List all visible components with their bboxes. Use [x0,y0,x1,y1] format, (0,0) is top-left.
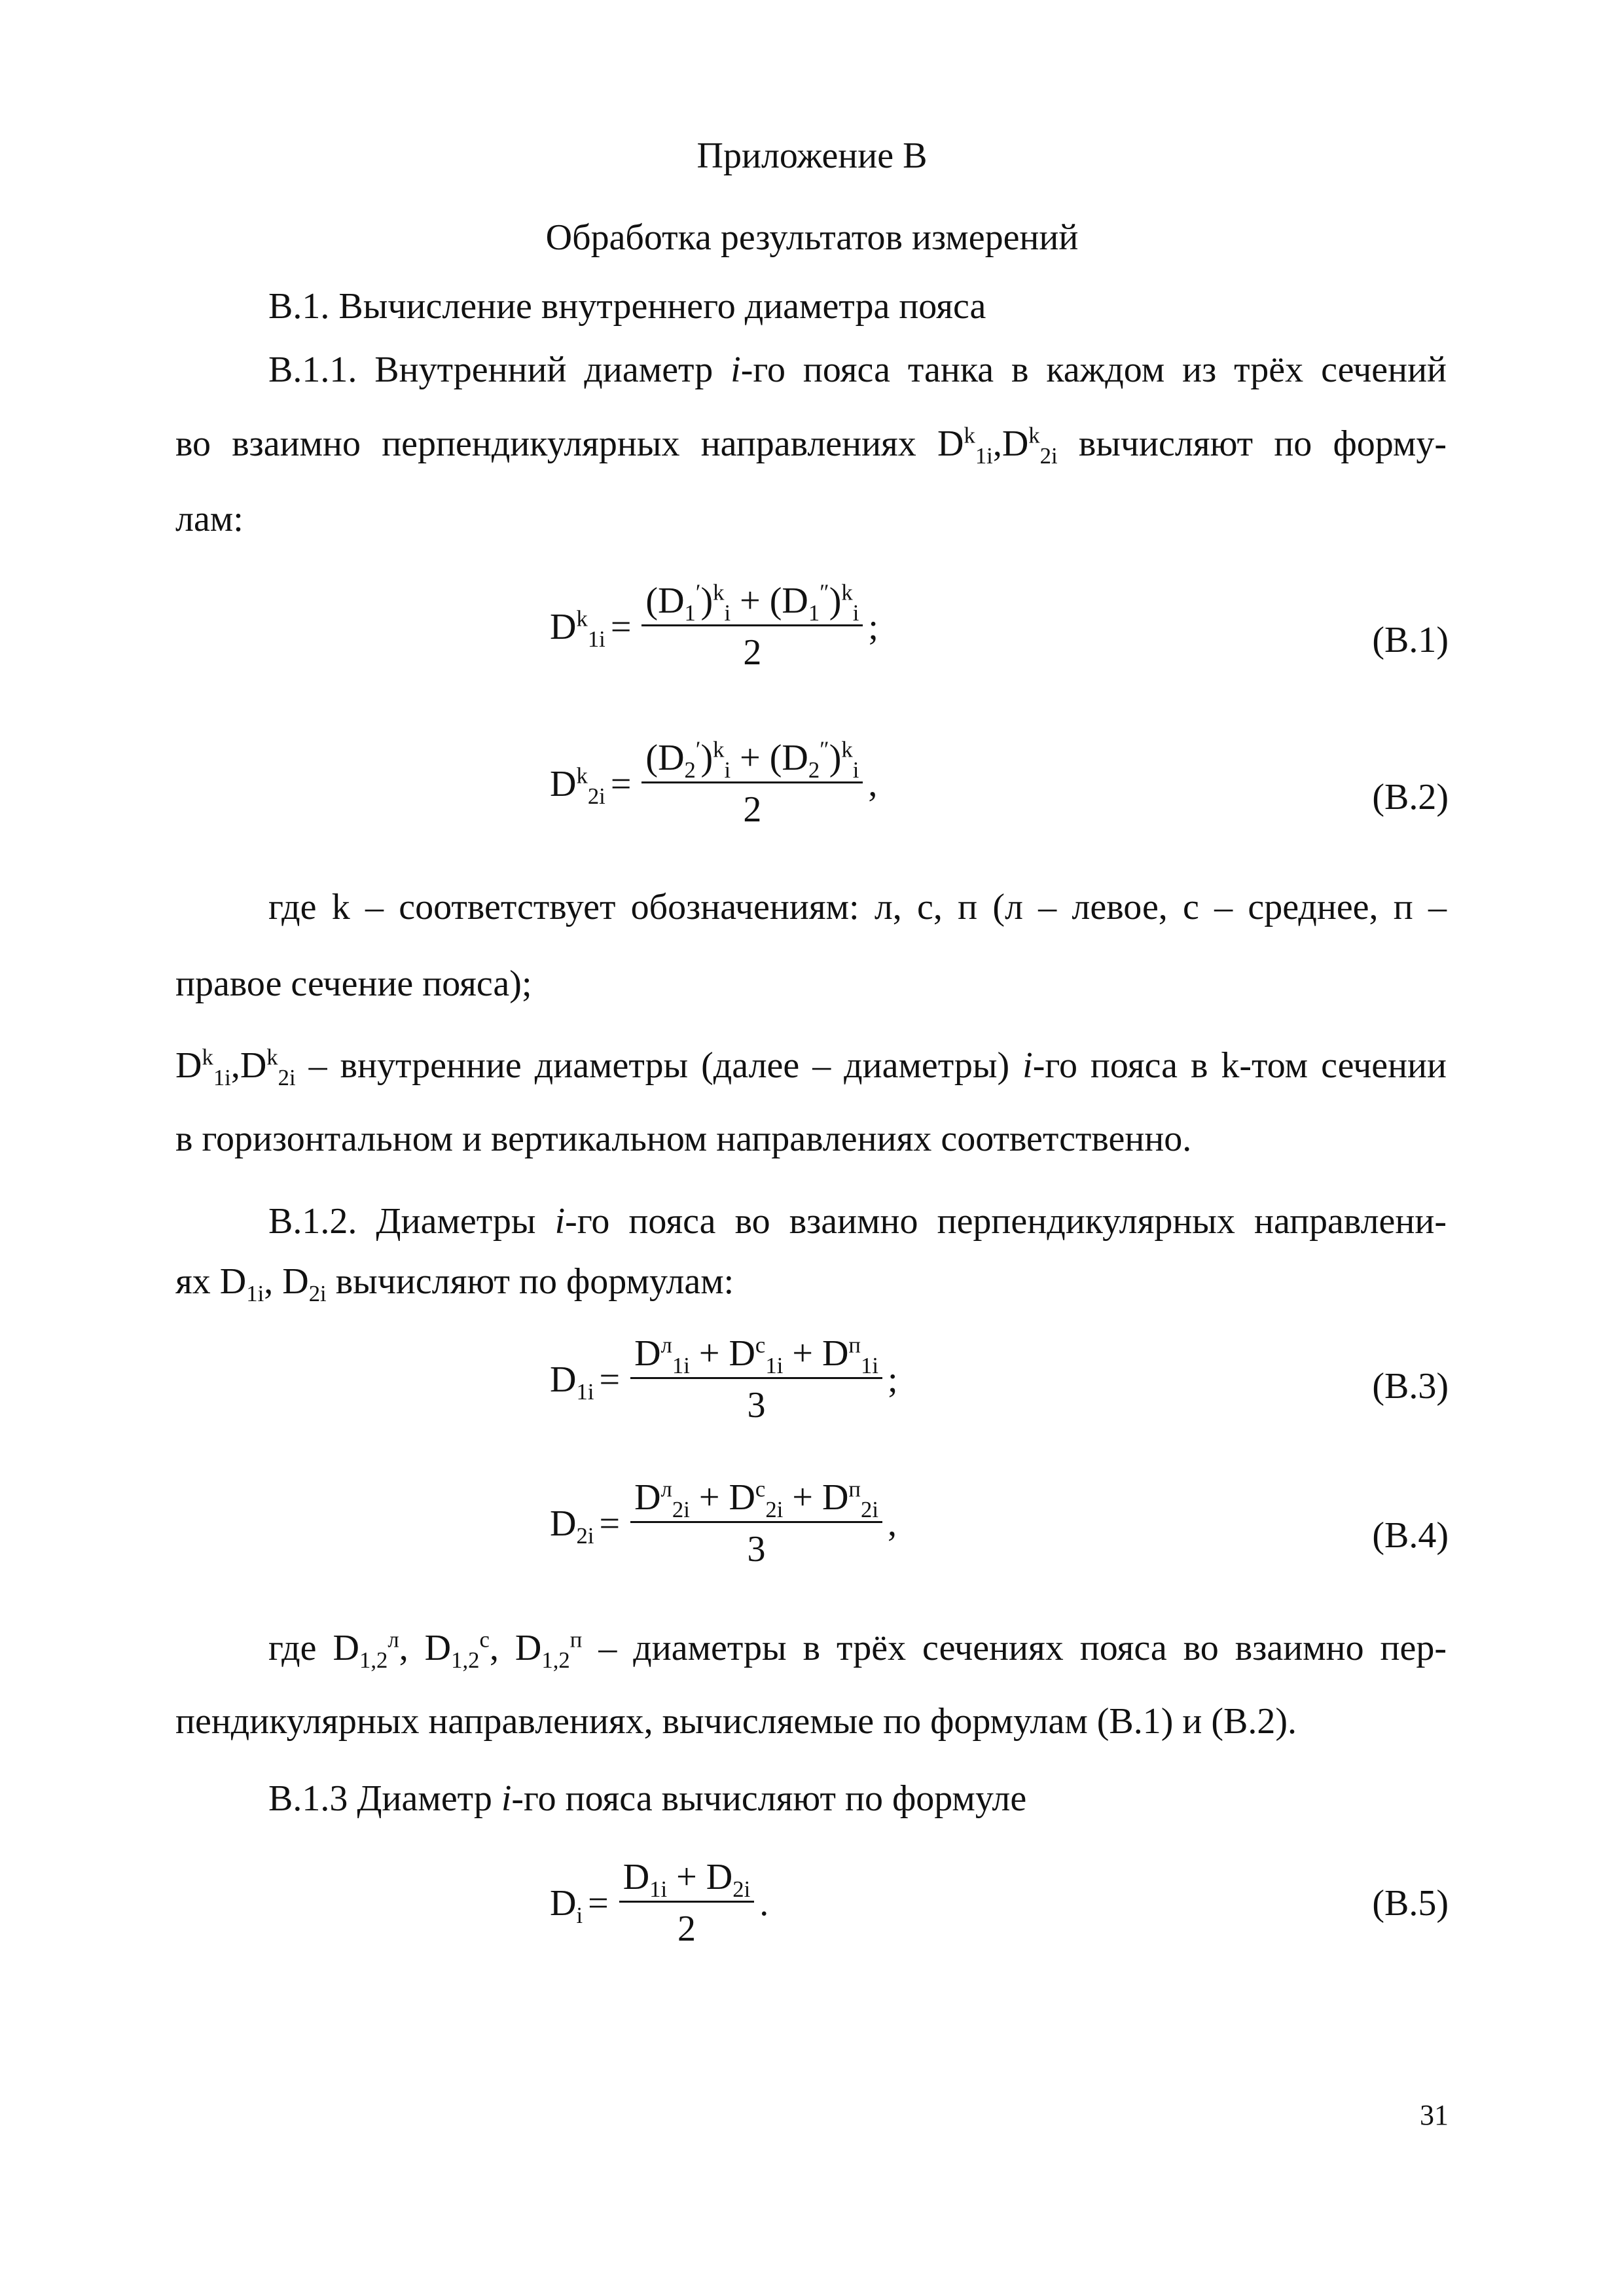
paragraph-where-d-line2: пендикулярных направлениях, вычисляемые по формулам (В.1) и (В.2). [175,1701,1297,1742]
appendix-heading: Приложение В [696,135,928,176]
paragraph-b11-line2: во взаимно перпендикулярных направлениях $D^k_{1i},D^k_{2i}$ вычисляют по форму- [175,422,1447,469]
paragraph-diameters-line2: в горизонтальном и вертикальном направлениях соответственно. [175,1119,1192,1159]
paragraph-where-d-line1: где $D_{1,2}^л$, $D_{1,2}^с$, $D_{1,2}^п$ – диаметры в трёх сечениях пояса во взаимно пер- [268,1626,1447,1674]
paragraph-b11-line1: В.1.1. Внутренний диаметр i-го пояса танка в каждом из трёх сечений [268,350,1447,390]
formula-b2-fraction: $\frac{(D_2')^k_i + (D_2'')^k_i}{2}$ [641,740,863,828]
formula-b3: $D_{1i}$ = $\frac{D^л_{1i} + D^с_{1i} + D^п_{1i}}{3}$ ; [550,1332,898,1426]
equation-number-b2: (В.2) [1372,777,1449,817]
paragraph-where-k-line2: правое сечение пояса); [175,963,532,1004]
section-heading: В.1. Вычисление внутреннего диаметра пояса [268,286,986,327]
equation-number-b5: (В.5) [1372,1883,1449,1924]
equation-number-b1: (В.1) [1372,620,1449,660]
paragraph-b12-line2: ях $D_{1i}$, $D_{2i}$ вычисляют по формулам: [175,1261,734,1307]
paragraph-b12-line1: В.1.2. Диаметры i-го пояса во взаимно перпендикулярных направлени- [268,1201,1447,1242]
appendix-title: Обработка результатов измерений [545,217,1079,258]
paragraph-b13: В.1.3 Диаметр i-го пояса вычисляют по формуле [268,1778,1027,1819]
formula-b1-fraction: $\frac{(D_1')^k_i + (D_1'')^k_i}{2}$ [641,583,863,671]
formula-b5-fraction: $\frac{D_{1i} + D_{2i}}{2}$ [619,1859,755,1947]
formula-b5: $D_i$ = $\frac{D_{1i} + D_{2i}}{2}$ . [550,1857,769,1949]
formula-b4: $D_{2i}$ = $\frac{D^л_{2i} + D^с_{2i} + D^п_{2i}}{3}$ , [550,1476,897,1570]
inline-symbol-d1ik-d2ik-2: $D^k_{1i},D^k_{2i}$ [175,1044,296,1091]
paragraph-where-k-line1: где k – соответствует обозначениям: л, с, п (л – левое, с – среднее, п – [268,887,1447,927]
inline-symbol-d1ik-d2ik: $D^k_{1i},D^k_{2i}$ [937,422,1058,469]
equation-number-b3: (В.3) [1372,1366,1449,1407]
formula-b1: $D^k_{1i}$ = $\frac{(D_1')^k_i + (D_1'')^k_i}{2}$ ; [550,579,878,673]
equation-number-b4: (В.4) [1372,1515,1449,1556]
page-number: 31 [1420,2099,1449,2131]
paragraph-b11-line3: лам: [175,499,244,539]
formula-b3-fraction: $\frac{D^л_{1i} + D^с_{1i} + D^п_{1i}}{3}$ [630,1335,882,1424]
formula-b4-fraction: $\frac{D^л_{2i} + D^с_{2i} + D^п_{2i}}{3}$ [630,1479,882,1568]
formula-b2: $D^k_{2i}$ = $\frac{(D_2')^k_i + (D_2'')^k_i}{2}$ , [550,736,878,830]
paragraph-diameters-line1: $D^k_{1i},D^k_{2i}$ – внутренние диаметры (далее – диаметры) i-го пояса в k-том сечении [175,1044,1447,1091]
